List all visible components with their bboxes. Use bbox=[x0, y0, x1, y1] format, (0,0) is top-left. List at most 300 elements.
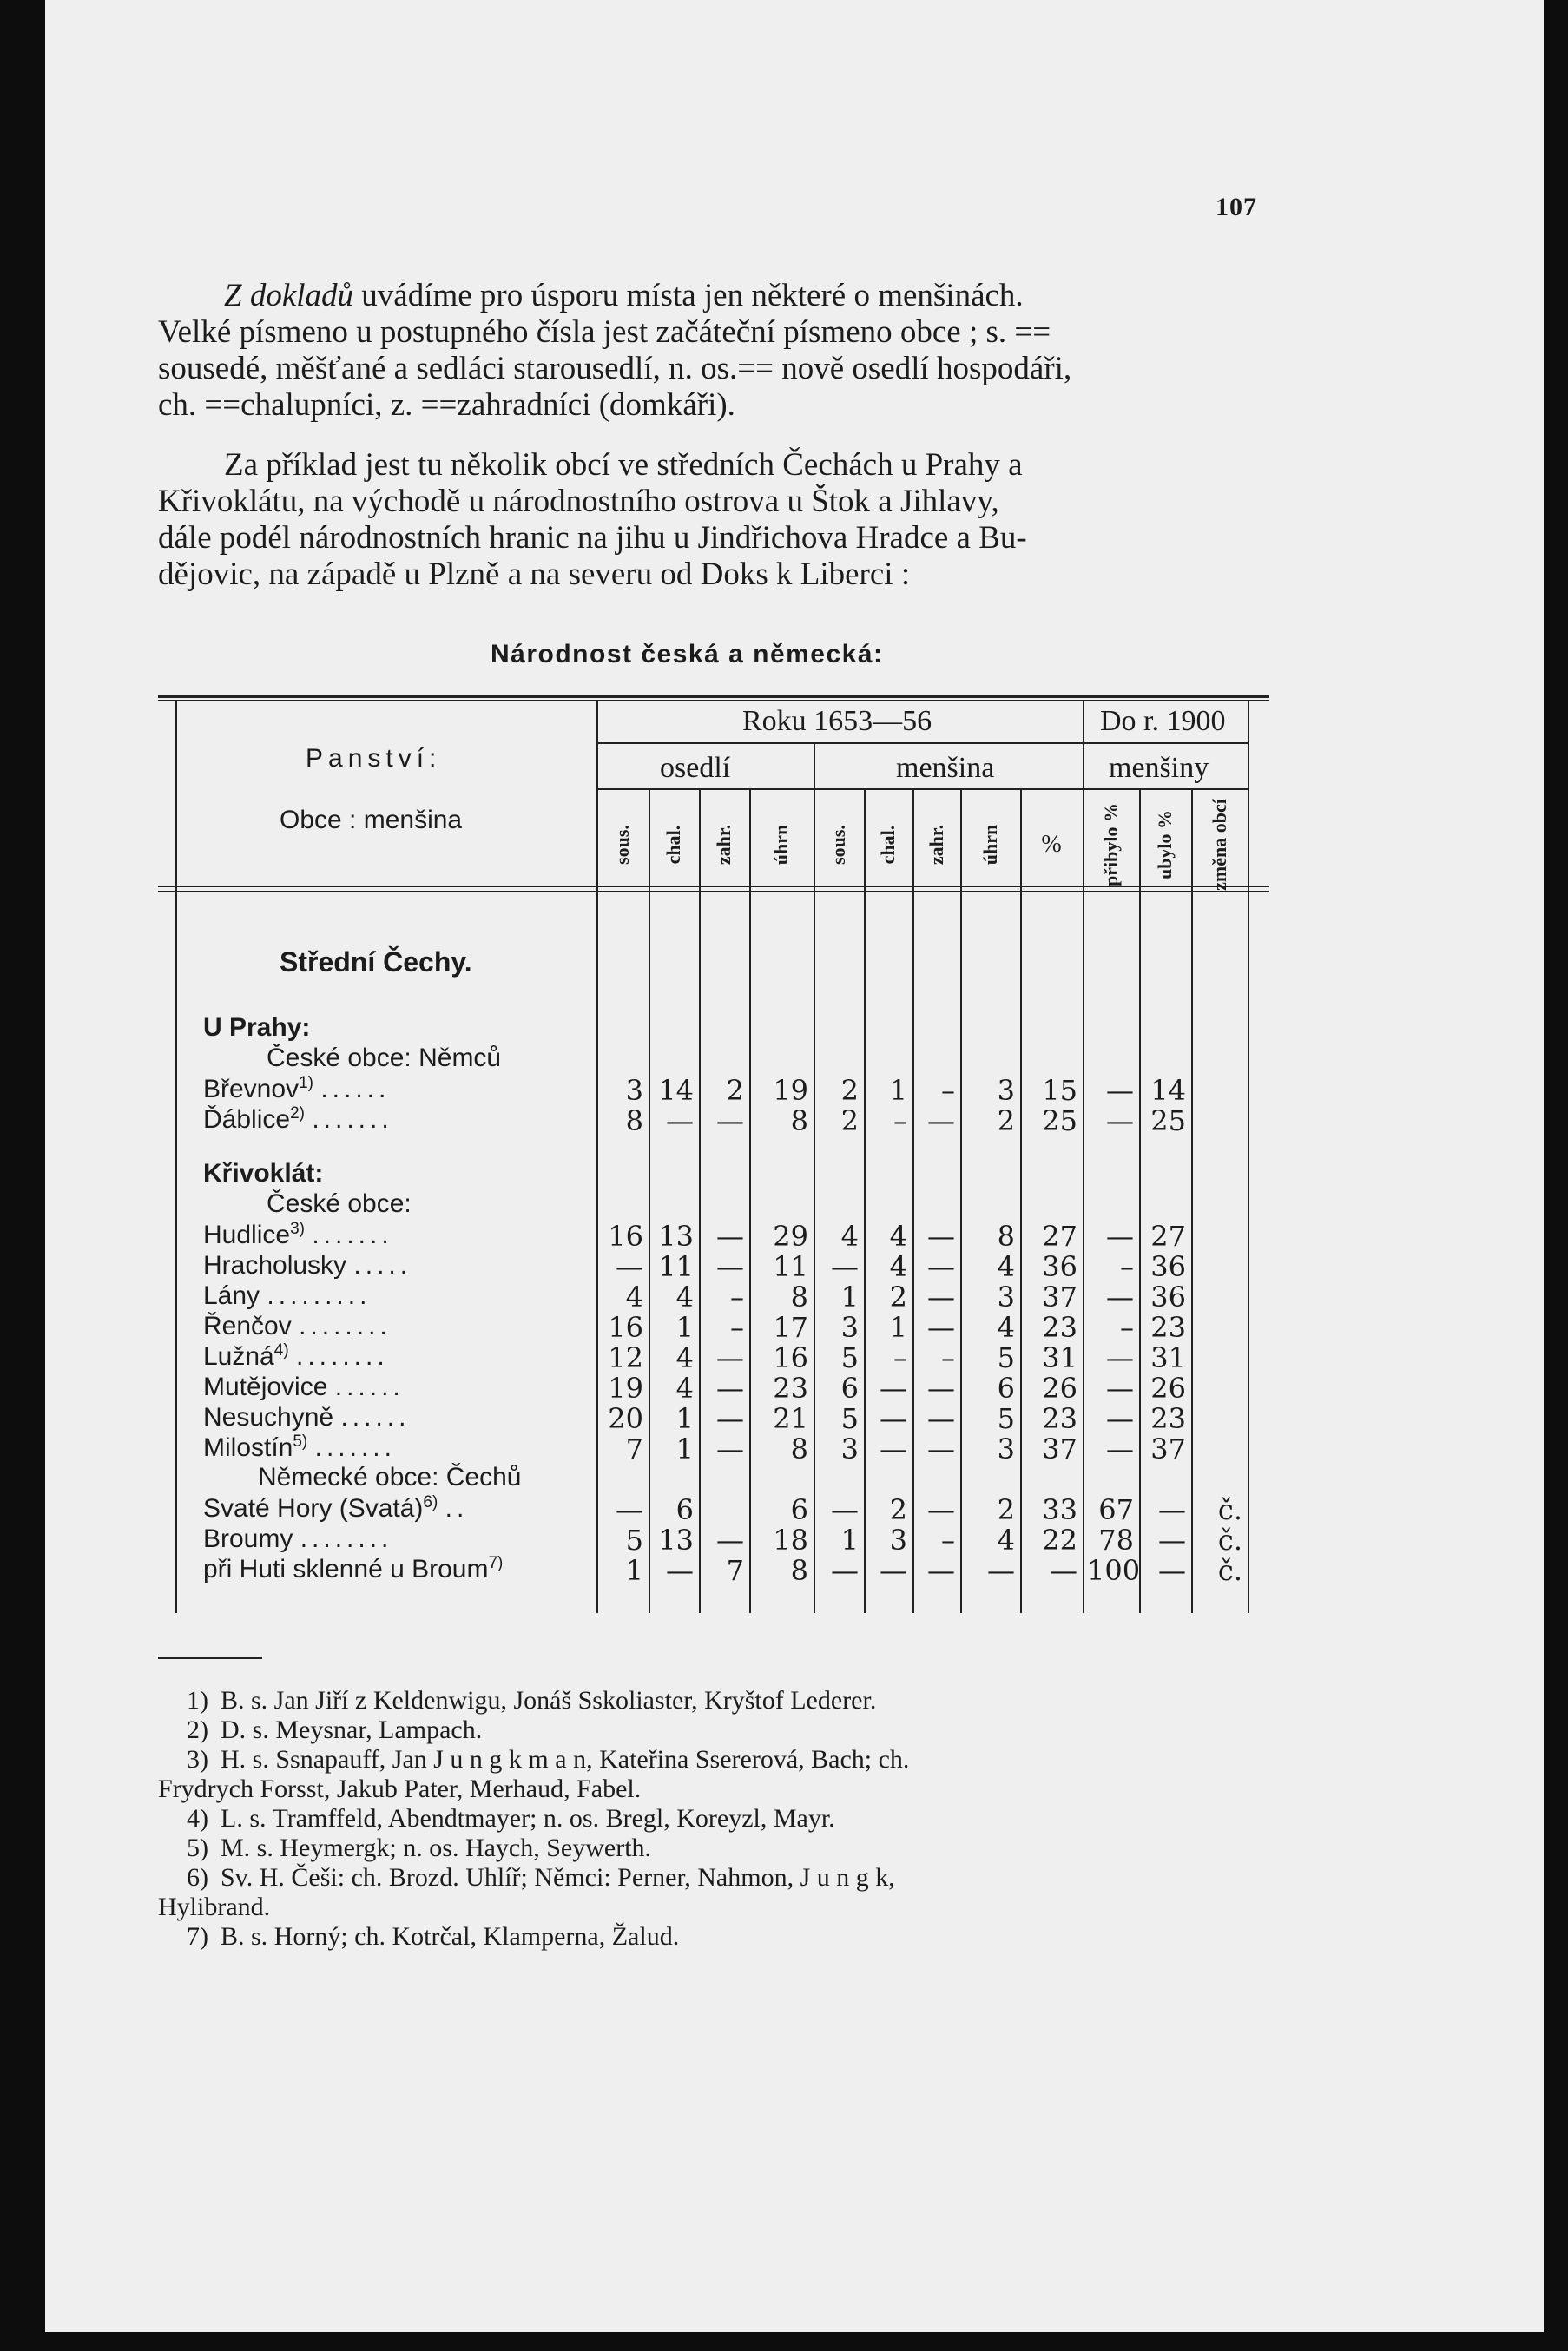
column-header-1 bbox=[649, 799, 699, 890]
table-row bbox=[158, 1524, 1269, 1557]
table-cell: 3 bbox=[840, 1432, 859, 1465]
table-cell: — bbox=[1106, 1220, 1134, 1253]
table-title: Národnost česká a německá: bbox=[491, 640, 884, 668]
footnote-text: D. s. Meysnar, Lampach. bbox=[221, 1716, 483, 1744]
table-cell: — bbox=[927, 1493, 955, 1526]
table-cell: – bbox=[1120, 1250, 1134, 1283]
column-header-label: úhrn bbox=[978, 824, 1001, 865]
leader-dots: ....... bbox=[312, 1221, 393, 1249]
table-cell: 3 bbox=[889, 1524, 907, 1557]
row-name bbox=[203, 1524, 392, 1554]
header-osedli: osedlí bbox=[660, 752, 731, 784]
table-cell: – bbox=[730, 1311, 744, 1344]
table-cell: 5 bbox=[840, 1341, 859, 1374]
footnote-line bbox=[158, 1775, 1274, 1804]
column-header-label: zahr. bbox=[925, 824, 947, 865]
intro-line-3: sousedé, měšťané a sedláci starousedlí, n. os.== nově osedlí hospodáři, bbox=[158, 351, 1072, 386]
table-cell: — bbox=[616, 1250, 643, 1283]
municipality-name: při Huti sklenné u Broum bbox=[203, 1555, 489, 1584]
table-cell: 4 bbox=[889, 1220, 907, 1253]
table-cell: 17 bbox=[773, 1311, 808, 1344]
table-cell: 3 bbox=[625, 1074, 643, 1107]
intro-line-2: Velké písmeno u postupného čísla jest začáteční písmeno obce ; s. == bbox=[158, 314, 1051, 350]
example-line-1: Za příklad jest tu několik obcí ve středních Čechách u Prahy a bbox=[224, 447, 1023, 483]
table-cell: 4 bbox=[889, 1250, 907, 1283]
table-cell: 1 bbox=[675, 1402, 694, 1435]
table-cell: — bbox=[927, 1432, 955, 1465]
table-cell: — bbox=[666, 1554, 694, 1587]
col-rule-2 bbox=[699, 790, 701, 1613]
table-cell: — bbox=[831, 1493, 859, 1526]
table-cell: 3 bbox=[997, 1432, 1015, 1465]
table-cell: 31 bbox=[1150, 1341, 1186, 1374]
table-row bbox=[158, 1074, 1269, 1107]
col-rule-1 bbox=[649, 790, 650, 1613]
footnote-mark: 1) bbox=[187, 1686, 208, 1715]
table-cell: 13 bbox=[658, 1220, 694, 1253]
table-cell: 2 bbox=[889, 1281, 907, 1314]
table-cell: 5 bbox=[840, 1402, 859, 1435]
table-cell: 16 bbox=[773, 1341, 808, 1374]
table-cell: — bbox=[716, 1402, 744, 1435]
table-cell: — bbox=[927, 1250, 955, 1283]
table-cell: 4 bbox=[675, 1372, 694, 1405]
table-top-rule bbox=[158, 695, 1269, 698]
table-cell: 1 bbox=[675, 1432, 694, 1465]
municipality-name: Lužná bbox=[203, 1342, 274, 1371]
table-cell: 11 bbox=[658, 1250, 694, 1283]
row-name bbox=[203, 1402, 410, 1432]
header-bottom-rule-2 bbox=[158, 891, 1269, 892]
row-name bbox=[203, 1432, 396, 1463]
table-cell: — bbox=[927, 1311, 955, 1344]
table-cell: 27 bbox=[1150, 1220, 1186, 1253]
footnote-ref: 3) bbox=[290, 1220, 305, 1238]
header-roku: Roku 1653—56 bbox=[742, 705, 932, 737]
footnote-line bbox=[158, 1922, 1274, 1952]
table-cell: 33 bbox=[1042, 1493, 1077, 1526]
column-header-label: chal. bbox=[877, 825, 899, 864]
table-cell: 1 bbox=[840, 1524, 859, 1557]
table-cell: — bbox=[716, 1341, 744, 1374]
footnote-text: H. s. Ssnapauff, Jan J u n g k m a n, Kateřina Ssererová, Bach; ch. bbox=[221, 1745, 910, 1774]
table-cell: 29 bbox=[773, 1220, 808, 1253]
table-cell: 4 bbox=[675, 1341, 694, 1374]
table-cell: — bbox=[927, 1104, 955, 1137]
table-cell: 12 bbox=[608, 1341, 643, 1374]
column-header-9 bbox=[1083, 799, 1139, 890]
column-header-4 bbox=[814, 799, 864, 890]
row-name bbox=[203, 1311, 392, 1341]
column-header-5 bbox=[864, 799, 912, 890]
section-stredni-cechy: Střední Čechy. bbox=[280, 946, 472, 978]
table-row bbox=[158, 1402, 1269, 1435]
intro-line-4: ch. ==chalupníci, z. ==zahradníci (domkáři). bbox=[158, 387, 735, 423]
col-rule-7 bbox=[960, 790, 962, 1613]
table-cell: 6 bbox=[790, 1493, 808, 1526]
table-cell: 2 bbox=[997, 1104, 1015, 1137]
leader-dots: ........ bbox=[299, 1312, 392, 1340]
table-cell: 5 bbox=[625, 1524, 643, 1557]
table-cell: 15 bbox=[1042, 1074, 1077, 1107]
column-header-label: sous. bbox=[827, 824, 849, 865]
table-row bbox=[158, 1281, 1269, 1314]
table-cell: 1 bbox=[625, 1554, 643, 1587]
table-cell: 6 bbox=[675, 1493, 694, 1526]
table-cell: 14 bbox=[658, 1074, 694, 1107]
table-cell: 14 bbox=[1150, 1074, 1186, 1107]
intro-paragraph bbox=[158, 278, 1274, 424]
table-cell: 4 bbox=[675, 1281, 694, 1314]
table-row bbox=[158, 1554, 1269, 1587]
table-cell: 36 bbox=[1042, 1250, 1077, 1283]
table-cell: — bbox=[1158, 1493, 1186, 1526]
table-cell: č. bbox=[1217, 1524, 1242, 1557]
leader-dots: ......... bbox=[267, 1281, 372, 1310]
table-cell: 22 bbox=[1042, 1524, 1077, 1557]
footnote-text: B. s. Horný; ch. Kotrčal, Klamperna, Žalud. bbox=[221, 1922, 680, 1951]
col-rule-12 bbox=[1248, 701, 1249, 1613]
header-rule-2 bbox=[596, 788, 1248, 790]
table-cell: 26 bbox=[1042, 1372, 1077, 1405]
header-mensina: menšina bbox=[896, 752, 995, 784]
table-row bbox=[158, 1220, 1269, 1253]
leader-dots: ....... bbox=[314, 1433, 396, 1462]
table-cell: 37 bbox=[1042, 1281, 1077, 1314]
table-cell: — bbox=[927, 1554, 955, 1587]
row-name bbox=[203, 1220, 393, 1250]
table-cell: — bbox=[1158, 1524, 1186, 1557]
column-header-11 bbox=[1191, 799, 1248, 890]
footnote-text: Sv. H. Češi: ch. Brozd. Uhlíř; Němci: Perner, Nahmon, J u n g k, bbox=[221, 1863, 895, 1892]
table-row bbox=[158, 1341, 1269, 1372]
footnote-text: Frydrych Forsst, Jakub Pater, Merhaud, Fabel. bbox=[158, 1775, 642, 1803]
table-cell: 8 bbox=[997, 1220, 1015, 1253]
col-rule-11 bbox=[1191, 790, 1193, 1613]
table-cell: — bbox=[716, 1104, 744, 1137]
example-line-3: dále podél národnostních hranic na jihu u Jindřichova Hradce a Bu- bbox=[158, 520, 1027, 556]
header-obce: Obce : menšina bbox=[280, 806, 463, 834]
table-cell: 7 bbox=[726, 1554, 744, 1587]
table-cell: 8 bbox=[790, 1104, 808, 1137]
example-line-4: dějovic, na západě u Plzně a na severu od Doks k Liberci : bbox=[158, 556, 911, 592]
table-cell: 2 bbox=[840, 1104, 859, 1137]
table-cell: 4 bbox=[997, 1250, 1015, 1283]
footnote-line bbox=[158, 1893, 1274, 1922]
table-cell: – bbox=[941, 1341, 955, 1374]
leader-dots: ..... bbox=[353, 1251, 412, 1280]
table-cell: 2 bbox=[997, 1493, 1015, 1526]
table-cell: — bbox=[716, 1432, 744, 1465]
column-header-label: ubylo % bbox=[1154, 809, 1176, 879]
table-cell: — bbox=[880, 1432, 907, 1465]
footnote-ref: 1) bbox=[299, 1074, 313, 1092]
municipality-name: Hracholusky bbox=[203, 1251, 347, 1280]
table-cell: 36 bbox=[1150, 1281, 1186, 1314]
table-cell: — bbox=[616, 1493, 643, 1526]
table-cell: – bbox=[730, 1281, 744, 1314]
leader-dots: .. bbox=[445, 1494, 469, 1523]
table-cell: 36 bbox=[1150, 1250, 1186, 1283]
footnote-ref: 6) bbox=[423, 1493, 438, 1511]
column-header-label: chal. bbox=[662, 825, 684, 864]
footnote-text: Hylibrand. bbox=[158, 1893, 271, 1921]
column-header-label: sous. bbox=[611, 824, 633, 865]
footnote-mark: 6) bbox=[187, 1863, 208, 1892]
municipality-name: Milostín bbox=[203, 1433, 293, 1462]
table-row bbox=[158, 1104, 1269, 1135]
column-header-10 bbox=[1139, 799, 1191, 890]
table-cell: 8 bbox=[790, 1554, 808, 1587]
table-cell: 2 bbox=[840, 1074, 859, 1107]
table-cell: 1 bbox=[840, 1281, 859, 1314]
page-number: 107 bbox=[1216, 193, 1257, 221]
row-name bbox=[203, 1074, 390, 1104]
table-cell: — bbox=[716, 1524, 744, 1557]
column-header-label: změna obcí bbox=[1208, 798, 1230, 891]
table-cell: 5 bbox=[997, 1402, 1015, 1435]
table-cell: — bbox=[1106, 1104, 1134, 1137]
table-cell: – bbox=[893, 1104, 907, 1137]
row-name bbox=[203, 1104, 393, 1135]
table-cell: 6 bbox=[997, 1372, 1015, 1405]
table-cell: — bbox=[880, 1402, 907, 1435]
column-header-label: přibylo % bbox=[1099, 802, 1122, 886]
table-cell: – bbox=[941, 1074, 955, 1107]
example-paragraph bbox=[158, 447, 1274, 593]
footnotes bbox=[158, 1686, 1274, 1952]
table-cell: — bbox=[1106, 1432, 1134, 1465]
table-cell: 19 bbox=[608, 1372, 643, 1405]
table-cell: — bbox=[927, 1402, 955, 1435]
leader-dots: ....... bbox=[312, 1105, 393, 1134]
table-row bbox=[158, 1311, 1269, 1344]
table-cell: 23 bbox=[1042, 1311, 1077, 1344]
table-cell: 5 bbox=[997, 1341, 1015, 1374]
column-header-label: zahr. bbox=[713, 824, 735, 865]
footnote-mark: 3) bbox=[187, 1745, 208, 1774]
table-cell: – bbox=[893, 1341, 907, 1374]
table-cell: 27 bbox=[1042, 1220, 1077, 1253]
header-do-r: Do r. 1900 bbox=[1100, 705, 1226, 737]
table-cell: 23 bbox=[773, 1372, 808, 1405]
footnote-text: L. s. Tramffeld, Abendtmayer; n. os. Bregl, Koreyzl, Mayr. bbox=[221, 1804, 835, 1833]
column-header-3 bbox=[749, 799, 814, 890]
table-cell: 26 bbox=[1150, 1372, 1186, 1405]
col-rule-5 bbox=[864, 790, 866, 1613]
table-cell: 37 bbox=[1150, 1432, 1186, 1465]
municipality-name: Nesuchyně bbox=[203, 1403, 334, 1432]
table-cell: 23 bbox=[1150, 1311, 1186, 1344]
row-name bbox=[203, 1493, 468, 1524]
municipality-name: Břevnov bbox=[203, 1075, 300, 1103]
table-cell: — bbox=[1158, 1554, 1186, 1587]
table-cell: 4 bbox=[840, 1220, 859, 1253]
header-mensiny: menšiny bbox=[1109, 752, 1209, 784]
table-row bbox=[158, 1250, 1269, 1281]
table-cell: — bbox=[666, 1104, 694, 1137]
row-name bbox=[203, 1281, 371, 1311]
table-cell: — bbox=[927, 1220, 955, 1253]
row-name bbox=[203, 1341, 389, 1372]
footnote-ref: 7) bbox=[488, 1554, 504, 1572]
scan-border-right bbox=[1544, 0, 1568, 2351]
table-cell: 21 bbox=[773, 1402, 808, 1435]
intro-line-1 bbox=[158, 278, 1274, 314]
municipality-name: Hudlice bbox=[203, 1221, 291, 1249]
leader-dots: ........ bbox=[300, 1525, 393, 1553]
footnote-line bbox=[158, 1863, 1274, 1893]
footnote-line bbox=[158, 1834, 1274, 1863]
header-panstvi: Panství: bbox=[306, 744, 442, 773]
table-cell: 100 bbox=[1087, 1554, 1141, 1587]
col-rule-3 bbox=[749, 790, 751, 1613]
scan-border-left bbox=[0, 0, 45, 2351]
table-cell: — bbox=[1050, 1554, 1077, 1587]
table-cell: 4 bbox=[997, 1311, 1015, 1344]
row-name bbox=[203, 1250, 412, 1281]
table-cell: č. bbox=[1217, 1493, 1242, 1526]
table-cell: 25 bbox=[1042, 1104, 1077, 1137]
table-cell: 16 bbox=[608, 1311, 643, 1344]
table-cell: — bbox=[927, 1372, 955, 1405]
municipality-name: Svaté Hory (Svatá) bbox=[203, 1494, 424, 1523]
leader-dots: ...... bbox=[320, 1075, 391, 1103]
column-header-7 bbox=[960, 799, 1020, 890]
group-u-prahy: U Prahy: bbox=[203, 1013, 311, 1042]
table-cell: 67 bbox=[1098, 1493, 1134, 1526]
municipality-name: Řenčov bbox=[203, 1312, 292, 1340]
table-cell: 11 bbox=[773, 1250, 808, 1283]
footnote-ref: 4) bbox=[273, 1341, 289, 1360]
intro-line-1-rest: uvádíme pro úsporu místa jen některé o menšinách. bbox=[353, 278, 1024, 313]
table-cell: — bbox=[716, 1372, 744, 1405]
table-cell: – bbox=[1120, 1311, 1134, 1344]
intro-emphasis: Z dokladů bbox=[224, 278, 354, 313]
table-cell: — bbox=[1106, 1341, 1134, 1374]
header-rule-1 bbox=[596, 742, 1248, 744]
footnote-ref: 2) bbox=[290, 1104, 305, 1123]
column-header-label: % bbox=[1041, 830, 1062, 858]
footnote-line bbox=[158, 1745, 1274, 1775]
table-cell: — bbox=[987, 1554, 1015, 1587]
table-row bbox=[158, 1432, 1269, 1463]
table-left-rule bbox=[175, 701, 177, 1613]
leader-dots: ........ bbox=[296, 1342, 389, 1371]
table-cell: 8 bbox=[625, 1104, 643, 1137]
table-cell: — bbox=[831, 1250, 859, 1283]
table-top-rule-2 bbox=[158, 700, 1269, 701]
footnote-rule bbox=[158, 1657, 262, 1659]
footnote-text: M. s. Heymergk; n. os. Haych, Seywerth. bbox=[221, 1834, 652, 1862]
table-cell: – bbox=[941, 1524, 955, 1557]
table-cell: 2 bbox=[726, 1074, 744, 1107]
table-cell: 16 bbox=[608, 1220, 643, 1253]
table-cell: — bbox=[1106, 1402, 1134, 1435]
table-cell: 37 bbox=[1042, 1432, 1077, 1465]
table-cell: 2 bbox=[889, 1493, 907, 1526]
table-cell: — bbox=[831, 1554, 859, 1587]
table-cell: 7 bbox=[625, 1432, 643, 1465]
row-name bbox=[203, 1554, 503, 1584]
table-cell: — bbox=[1106, 1372, 1134, 1405]
table-cell: č. bbox=[1217, 1554, 1242, 1587]
table-cell: — bbox=[1106, 1281, 1134, 1314]
footnote-mark: 2) bbox=[187, 1716, 208, 1744]
table-cell: — bbox=[880, 1554, 907, 1587]
footnote-mark: 7) bbox=[187, 1922, 208, 1951]
footnote-ref: 5) bbox=[293, 1432, 308, 1451]
table-cell: 19 bbox=[773, 1074, 808, 1107]
example-line-2: Křivoklátu, na východě u národnostního ostrova u Štok a Jihlavy, bbox=[158, 484, 999, 519]
column-header-0 bbox=[596, 799, 649, 890]
table-cell: 3 bbox=[840, 1311, 859, 1344]
table-cell: 20 bbox=[608, 1402, 643, 1435]
municipality-name: Lány bbox=[203, 1281, 260, 1310]
table-cell: 23 bbox=[1150, 1402, 1186, 1435]
footnote-mark: 5) bbox=[187, 1834, 208, 1862]
table-cell: — bbox=[716, 1220, 744, 1253]
footnote-mark: 4) bbox=[187, 1804, 208, 1833]
footnote-line bbox=[158, 1804, 1274, 1834]
table-cell: — bbox=[716, 1250, 744, 1283]
footnote-line bbox=[158, 1686, 1274, 1716]
table-cell: 25 bbox=[1150, 1104, 1186, 1137]
table-cell: 3 bbox=[997, 1281, 1015, 1314]
table-cell: 31 bbox=[1042, 1341, 1077, 1374]
table-cell: 1 bbox=[889, 1311, 907, 1344]
table-cell: — bbox=[927, 1281, 955, 1314]
table-cell: 1 bbox=[889, 1074, 907, 1107]
table-row bbox=[158, 1372, 1269, 1405]
leader-dots: ...... bbox=[334, 1373, 405, 1401]
col-rule-8 bbox=[1020, 790, 1022, 1613]
nationality-table bbox=[158, 695, 1269, 1615]
leader-dots: ...... bbox=[340, 1403, 411, 1432]
subgroup-krivoklat: České obce: bbox=[267, 1189, 412, 1218]
table-row bbox=[158, 1493, 1269, 1524]
table-cell: 13 bbox=[658, 1524, 694, 1557]
municipality-name: Ďáblice bbox=[203, 1105, 291, 1134]
column-header-6 bbox=[912, 799, 960, 890]
table-cell: 18 bbox=[773, 1524, 808, 1557]
group-krivoklat: Křivoklát: bbox=[203, 1159, 324, 1188]
table-cell: — bbox=[1106, 1074, 1134, 1107]
subgroup-nemecke: Německé obce: Čechů bbox=[258, 1463, 522, 1492]
table-cell: — bbox=[880, 1372, 907, 1405]
column-header-8 bbox=[1020, 799, 1083, 890]
table-cell: 4 bbox=[997, 1524, 1015, 1557]
table-cell: 78 bbox=[1098, 1524, 1134, 1557]
municipality-name: Mutějovice bbox=[203, 1373, 328, 1401]
table-cell: 8 bbox=[790, 1281, 808, 1314]
table-cell: 8 bbox=[790, 1432, 808, 1465]
footnote-text: B. s. Jan Jiří z Keldenwigu, Jonáš Sskoliaster, Kryštof Lederer. bbox=[221, 1686, 877, 1715]
column-header-label: úhrn bbox=[770, 824, 792, 865]
col-rule-6 bbox=[912, 790, 914, 1613]
subgroup-praha: České obce: Němců bbox=[267, 1044, 502, 1072]
table-cell: 23 bbox=[1042, 1402, 1077, 1435]
table-cell: 4 bbox=[625, 1281, 643, 1314]
table-cell: 3 bbox=[997, 1074, 1015, 1107]
table-cell: 6 bbox=[840, 1372, 859, 1405]
row-name bbox=[203, 1372, 405, 1402]
column-header-2 bbox=[699, 799, 749, 890]
table-cell: 1 bbox=[675, 1311, 694, 1344]
col-rule-10 bbox=[1139, 790, 1141, 1613]
footnote-line bbox=[158, 1716, 1274, 1745]
scan-border-bottom bbox=[0, 2332, 1568, 2351]
